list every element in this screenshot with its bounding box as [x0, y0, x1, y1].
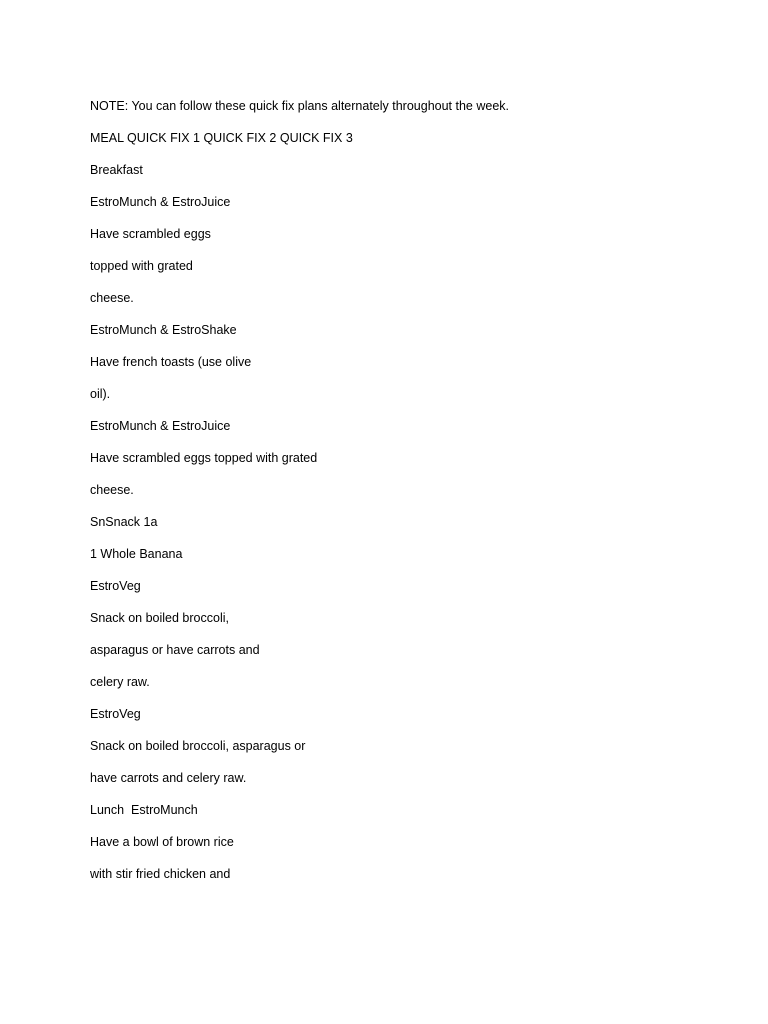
note-line: NOTE: You can follow these quick fix plans alternately throughout the week.: [90, 99, 509, 113]
text-line: topped with grated: [90, 259, 193, 273]
meal-breakfast-label: Breakfast: [90, 163, 143, 177]
table-header-line: MEAL QUICK FIX 1 QUICK FIX 2 QUICK FIX 3: [90, 131, 353, 145]
text-line: cheese.: [90, 483, 134, 497]
meal-lunch-label: Lunch EstroMunch: [90, 803, 198, 817]
text-line: oil).: [90, 387, 111, 401]
text-line: Snack on boiled broccoli, asparagus or: [90, 739, 306, 753]
meal-snack-label: SnSnack 1a: [90, 515, 158, 529]
text-line: asparagus or have carrots and: [90, 643, 260, 657]
text-line: EstroMunch & EstroJuice: [90, 419, 231, 433]
text-line: EstroMunch & EstroShake: [90, 323, 237, 337]
text-line: have carrots and celery raw.: [90, 771, 247, 785]
text-line: Have french toasts (use olive: [90, 355, 252, 369]
text-line: celery raw.: [90, 675, 150, 689]
text-line: Snack on boiled broccoli,: [90, 611, 229, 625]
text-line: Have scrambled eggs topped with grated: [90, 451, 318, 465]
text-line: EstroVeg: [90, 707, 141, 721]
text-line: 1 Whole Banana: [90, 547, 183, 561]
text-line: with stir fried chicken and: [90, 867, 231, 881]
text-line: EstroMunch & EstroJuice: [90, 195, 231, 209]
text-line: EstroVeg: [90, 579, 141, 593]
text-line: cheese.: [90, 291, 134, 305]
text-line: Have a bowl of brown rice: [90, 835, 234, 849]
document-body: [90, 90, 730, 890]
text-line: Have scrambled eggs: [90, 227, 211, 241]
